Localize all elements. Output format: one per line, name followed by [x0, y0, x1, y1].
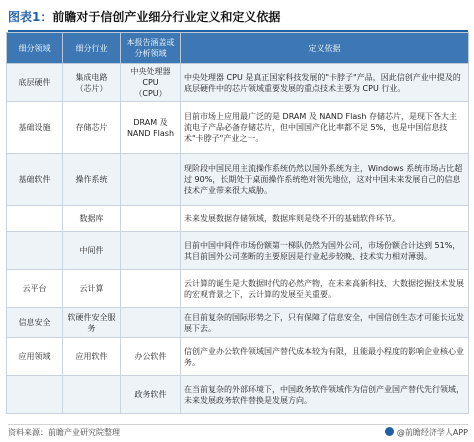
brand-logo-icon [385, 427, 394, 436]
cell-scope: 政务软件 [121, 376, 181, 414]
cell-industry: 中间件 [63, 232, 121, 270]
table-row [7, 376, 469, 414]
cell-scope: 中央处理器 CPU （CPU） [121, 64, 181, 102]
cell-scope: 办公软件 [121, 338, 181, 376]
header-segment: 细分领域 [7, 33, 63, 64]
cell-industry: 存储芯片 [63, 102, 121, 154]
cell-segment: 信息安全 [7, 308, 63, 338]
table-row [7, 64, 469, 102]
cell-scope [121, 270, 181, 308]
table-header-row [7, 33, 469, 64]
header-basis: 定义依据 [181, 33, 469, 64]
source-note: 资料来源：前瞻产业研究院整理 [8, 428, 120, 437]
header-industry: 细分行业 [63, 33, 121, 64]
table-row [7, 102, 469, 154]
cell-basis: 云计算的诞生是大数据时代的必然产物，在未来高新科技、大数据挖掘技术发展的宏观背景之下，云计算的发展至关重要。 [181, 270, 469, 308]
cell-basis: 现阶段中国民用主流操作系统仍然以国外系统为主，Windows 系统市场占比超过 90%，长期处于桌面操作系统绝对领先地位，这对中国未来发展自己的信息技术产业带来很大威胁。 [181, 154, 469, 206]
cell-industry: 操作系统 [63, 154, 121, 206]
header-scope: 本报告涵盖或 分析领域 [121, 33, 181, 64]
cell-basis: 在当前复杂的外部环境下，中国政务软件领域作为信创产业国产替代先行领域，未来发展政务软件替换是发展方向。 [181, 376, 469, 414]
cell-basis: 在目前复杂的国际形势之下，只有保障了信息安全，中国信创生态才可能长远发展下去。 [181, 308, 469, 338]
table-row [7, 338, 469, 376]
cell-industry: 数据库 [63, 206, 121, 232]
cell-segment [7, 232, 63, 270]
cell-scope [121, 154, 181, 206]
cell-industry: 软硬件安全服务 [63, 308, 121, 338]
figure-title-lead: 图表1： [8, 10, 53, 24]
cell-scope [121, 206, 181, 232]
cell-basis: 未来发展数据存储领域，数据库则是绕不开的基础软件环节。 [181, 206, 469, 232]
cell-basis: 目前中国中间件市场份额第一梯队仍然为国外公司，市场份额合计达到 51%，其目前国外公司垄断的主要原因是行业起步较晚、技术实力相对薄弱。 [181, 232, 469, 270]
table-row [7, 270, 469, 308]
definition-table [6, 32, 469, 414]
footer [8, 424, 468, 441]
figure-title-text: 前瞻对于信创产业细分行业定义和定义依据 [52, 10, 281, 24]
cell-basis: 目前市场上应用最广泛的是 DRAM 及 NAND Flash 存储芯片，是现下各大主流电子产品必备存储芯片，但中国国产化比率都不足 5%，也是中国信息技术"卡脖子"产业之一。 [181, 102, 469, 154]
cell-basis: 信创产业办公软件领域国产替代成本较为有限，且能最小程度的影响企业核心业务。 [181, 338, 469, 376]
brand-credit-text: @前瞻经济学人APP [396, 428, 468, 437]
cell-segment: 应用领域 [7, 338, 63, 376]
cell-scope [121, 308, 181, 338]
cell-scope: DRAM 及 NAND Flash [121, 102, 181, 154]
table-row [7, 154, 469, 206]
cell-scope [121, 232, 181, 270]
cell-industry: 集成电路 （芯片） [63, 64, 121, 102]
table-row [7, 308, 469, 338]
cell-industry: 云计算 [63, 270, 121, 308]
cell-segment: 基础软件 [7, 154, 63, 206]
cell-industry: 应用软件 [63, 338, 121, 376]
cell-industry [63, 376, 121, 414]
cell-segment [7, 376, 63, 414]
cell-segment [7, 206, 63, 232]
table-row [7, 206, 469, 232]
cell-basis: 中央处理器 CPU 是真正国家科技发展的"卡脖子"产品，因此信创产业中提及的底层硬件中的芯片领域重要发展的重点技术主要为 CPU 行业。 [181, 64, 469, 102]
cell-segment: 基础设施 [7, 102, 63, 154]
brand-credit [385, 426, 468, 440]
table-row [7, 232, 469, 270]
cell-segment: 云平台 [7, 270, 63, 308]
cell-segment: 底层硬件 [7, 64, 63, 102]
figure-title [8, 6, 468, 32]
